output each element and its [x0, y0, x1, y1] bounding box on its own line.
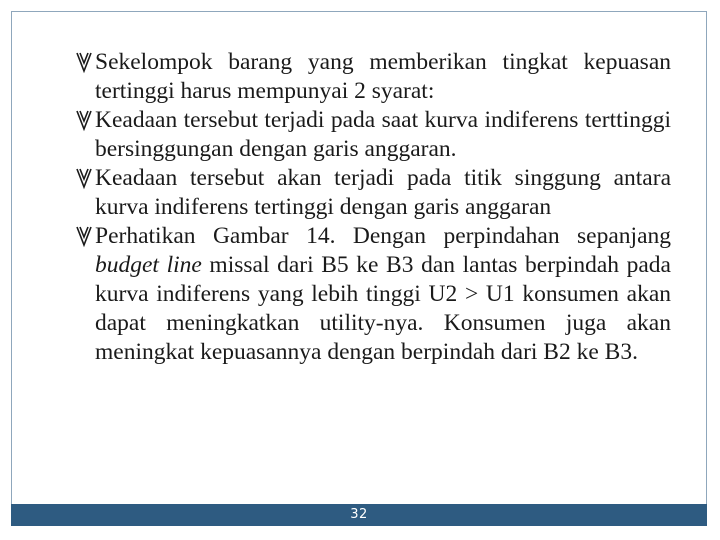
check-chevron-icon	[75, 224, 93, 249]
footer-bar	[11, 504, 707, 526]
bullet-text: Keadaan tersebut terjadi pada saat kurva indiferens terttinggi bersinggungan dengan garis anggaran.	[95, 107, 671, 162]
check-chevron-icon	[75, 50, 93, 75]
bullet-text-end: missal dari B5 ke B3 dan lantas berpindah pada kurva indiferens yang lebih tinggi U2 > U1 konsumen akan dapat meningkatkan utility-nya. Konsumen juga akan meningkat kepuasannya dengan berpindah dari B2 ke B3.	[95, 252, 671, 365]
check-chevron-icon	[75, 166, 93, 191]
bullet-text: Sekelompok barang yang memberikan tingkat kepuasan tertinggi harus mempunyai 2 syarat:	[95, 49, 671, 104]
bullet-item	[75, 164, 671, 222]
check-chevron-icon	[75, 108, 93, 133]
bullet-text-italic: budget line	[95, 252, 202, 278]
page-number: 32	[350, 507, 368, 522]
bullet-list	[75, 48, 671, 367]
bullet-item	[75, 48, 671, 106]
bullet-text-start: Perhatikan Gambar 14. Dengan perpindahan sepanjang	[95, 223, 671, 249]
bullet-item	[75, 222, 671, 367]
bullet-item	[75, 106, 671, 164]
bullet-text: Keadaan tersebut akan terjadi pada titik singgung antara kurva indiferens tertinggi dengan garis anggaran	[95, 165, 671, 220]
